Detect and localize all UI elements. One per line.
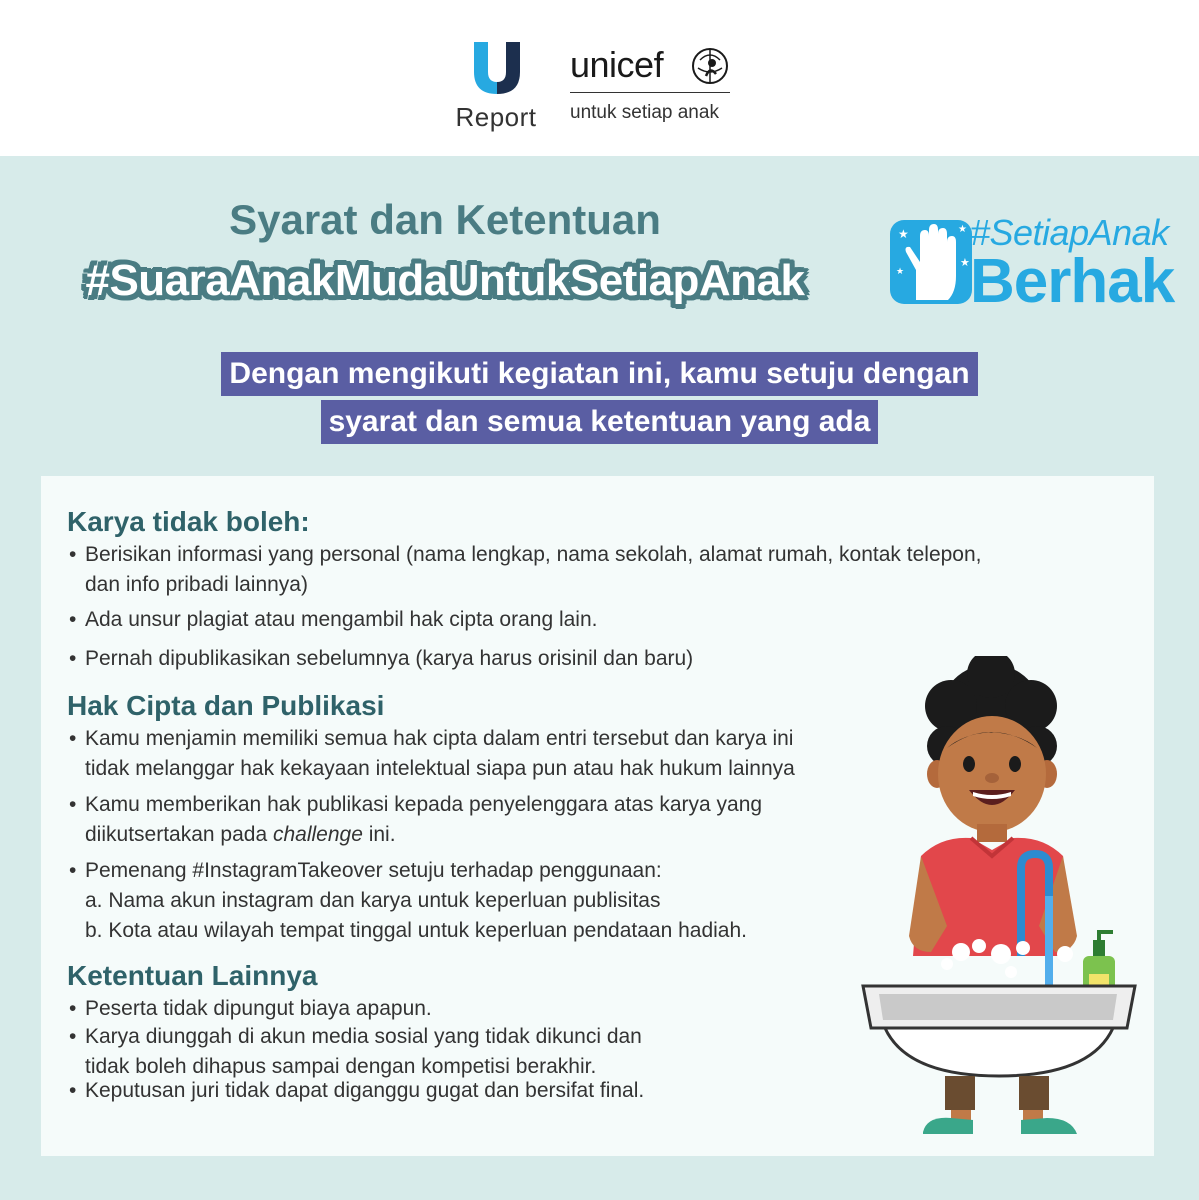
terms-card (41, 476, 1154, 1156)
unicef-emblem-icon (690, 46, 730, 86)
page-title: Syarat dan Ketentuan (229, 196, 661, 243)
consent-banner (0, 352, 1199, 448)
list-item: • Pemenang #InstagramTakeover setuju terhadap penggunaan: a. Nama akun instagram dan karya untuk keperluan publisitas b. Kota atau wilayah tempat tinggal untuk keperluan pendataan hadiah. (69, 859, 747, 942)
section-title: Ketentuan Lainnya (67, 960, 318, 991)
unicef-logo (570, 44, 735, 134)
svg-text:★: ★ (896, 266, 905, 276)
unicef-divider (570, 92, 730, 93)
list-item: • Ada unsur plagiat atau mengambil hak cipta orang lain. (69, 608, 598, 631)
unicef-wordmark: unicef (570, 44, 664, 85)
list-item: • Kamu memberikan hak publikasi kepada penyelenggara atas karya yang diikutsertakan pada challenge ini. (69, 793, 763, 846)
badge-hashtag: #SetiapAnak (970, 212, 1169, 253)
ureport-label: Report (455, 102, 537, 132)
section-title: Karya tidak boleh: (67, 506, 310, 537)
list-item: • Karya diunggah di akun media sosial yang tidak dikunci dan tidak boleh dihapus sampai dengan kompetisi berakhir. (69, 1025, 642, 1078)
ureport-logo (446, 42, 546, 134)
list-item: • Kamu menjamin memiliki semua hak cipta dalam entri tersebut dan karya ini tidak melanggar hak kekayaan intelektual siapa pun atau hak hukum lainnya (69, 727, 795, 780)
boy-washing-hands-icon (851, 656, 1141, 1136)
consent-line-2: syarat dan semua ketentuan yang ada (321, 400, 879, 444)
list-item: • Berisikan informasi yang personal (nama lengkap, nama sekolah, alamat rumah, kontak telepon, dan info pribadi lainnya) (69, 543, 982, 596)
list-item: • Peserta tidak dipungut biaya apapun. (69, 997, 432, 1020)
setiap-anak-berhak-badge (888, 200, 1175, 320)
header-bar (0, 0, 1199, 156)
svg-text:★: ★ (958, 224, 967, 235)
svg-text:★: ★ (960, 257, 970, 269)
consent-line-1: Dengan mengikuti kegiatan ini, kamu setuju dengan (221, 352, 977, 396)
list-item: • Keputusan juri tidak dapat diganggu gugat dan bersifat final. (69, 1079, 645, 1102)
hand-stars-icon (888, 214, 974, 306)
campaign-hashtag: #SuaraAnakMudaUntukSetiapAnak (85, 256, 805, 305)
list-item: • Pernah dipublikasikan sebelumnya (karya harus orisinil dan baru) (69, 647, 694, 670)
badge-word: Berhak (970, 247, 1175, 316)
section-title: Hak Cipta dan Publikasi (67, 690, 385, 721)
unicef-tagline: untuk setiap anak (570, 102, 719, 123)
ureport-u-icon (472, 42, 522, 94)
svg-text:★: ★ (898, 227, 909, 241)
